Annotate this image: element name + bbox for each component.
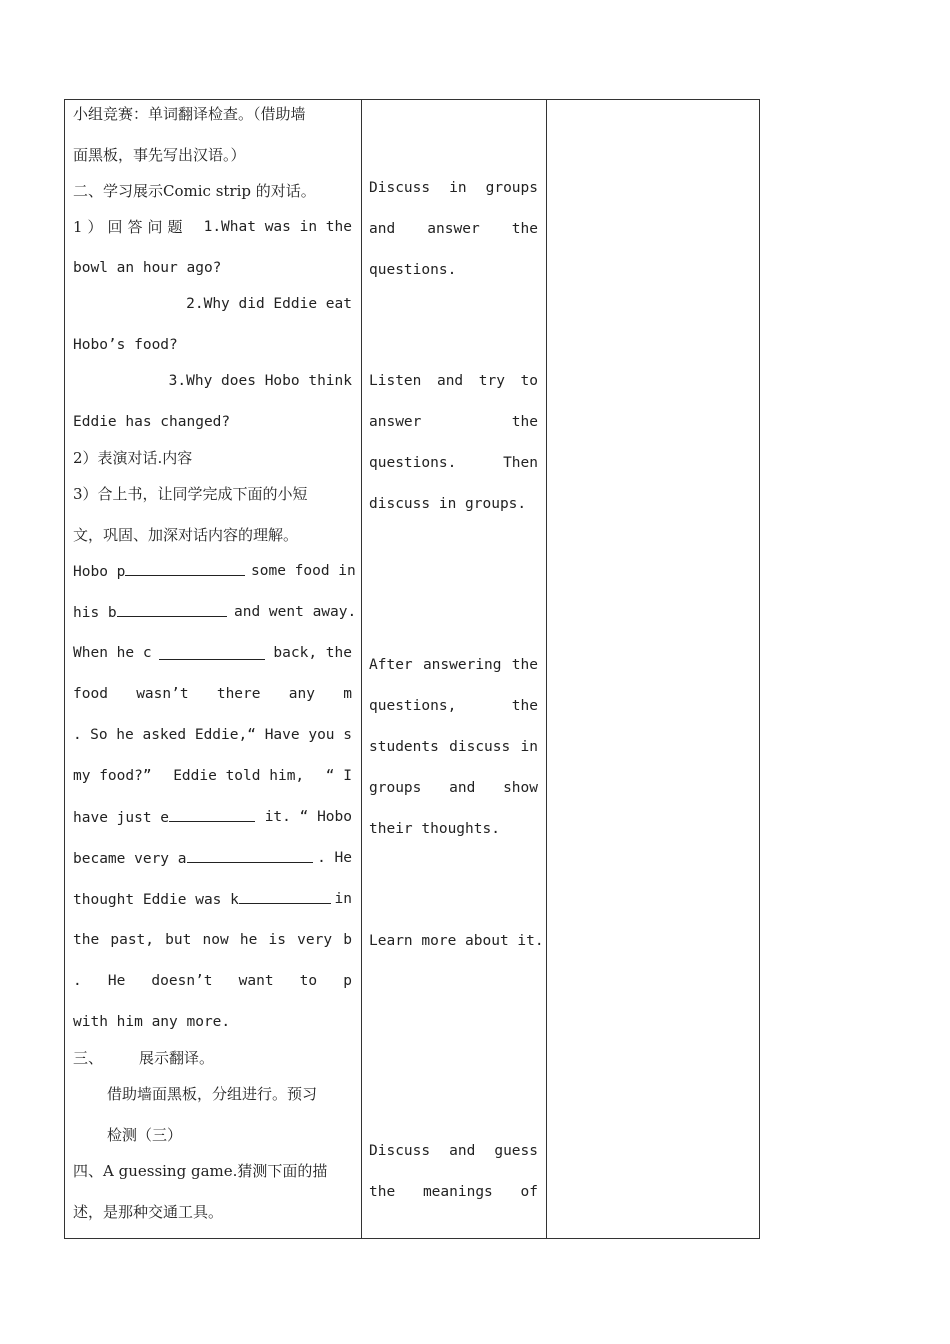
word: Discuss <box>369 180 431 196</box>
text-line <box>73 725 352 745</box>
text: thought Eddie was k <box>73 892 239 908</box>
word: but <box>165 932 192 948</box>
notes-column <box>547 100 759 1238</box>
text-line: 3）合上书，让同学完成下面的小短 <box>73 485 308 503</box>
text: some food in <box>251 563 356 579</box>
text: his b <box>73 605 117 621</box>
word: guess <box>494 1143 538 1159</box>
word: and <box>369 221 396 237</box>
word: Eddie told him, <box>173 768 305 784</box>
word: is <box>268 932 286 948</box>
text-line: 二、学习展示Comic strip 的对话。 <box>73 182 316 200</box>
text: 展示翻译。 <box>139 1049 215 1067</box>
word: in <box>449 180 467 196</box>
word: now <box>202 932 229 948</box>
text: in <box>334 891 352 907</box>
word: there <box>216 686 261 702</box>
text-line <box>369 412 538 432</box>
word: b <box>343 932 352 948</box>
text-line <box>369 371 538 391</box>
word: want <box>238 973 274 989</box>
word: . <box>73 973 82 989</box>
text-line <box>369 1141 538 1161</box>
answer-blank <box>169 807 255 822</box>
word: After <box>369 657 413 673</box>
word: and <box>436 373 464 389</box>
text: . He <box>317 850 352 866</box>
text-line <box>369 453 538 473</box>
text-line: 借助墙面黑板，分组进行。预习 <box>107 1085 318 1103</box>
text-line <box>73 217 352 238</box>
word: . <box>73 727 82 743</box>
word: m <box>343 686 352 702</box>
text-line: Learn more about it. <box>369 933 544 949</box>
text: Hobo p <box>73 564 126 580</box>
text-line: Eddie has changed? <box>73 414 231 430</box>
word: food <box>73 686 108 702</box>
text-line <box>369 178 538 198</box>
word: the <box>511 414 538 430</box>
word: try <box>478 373 505 389</box>
word: Listen <box>369 373 422 389</box>
text-line <box>369 696 538 716</box>
word: answer <box>427 221 480 237</box>
word: answer <box>369 414 422 430</box>
answer-blank <box>239 889 331 904</box>
word: questions, <box>369 698 457 714</box>
answer-blank <box>159 645 265 660</box>
text-line: 文，巩固、加深对话内容的理解。 <box>73 526 299 544</box>
text-line: bowl an hour ago? <box>73 260 222 276</box>
text-line <box>369 1182 538 1202</box>
text-line: 3.Why does Hobo think <box>168 373 352 389</box>
word: doesn’t <box>151 973 213 989</box>
word: in <box>520 739 538 755</box>
text-line <box>73 684 352 704</box>
answer-blank <box>125 561 245 576</box>
word: Then <box>503 455 538 471</box>
word: groups <box>485 180 538 196</box>
text-line: 四、A guessing game.猜测下面的描 <box>73 1162 328 1180</box>
text-line: 2）表演对话.内容 <box>73 449 193 467</box>
text-line: questions. <box>369 262 457 278</box>
text-line <box>369 219 538 239</box>
text-line: 小组竞赛：单词翻译检查。（借助墙 <box>73 105 306 123</box>
text: and went away. <box>234 604 357 620</box>
fill-blank-line <box>73 807 352 828</box>
text-line: 述，是那种交通工具。 <box>73 1203 224 1221</box>
word: and <box>449 780 476 796</box>
fill-blank-line <box>73 561 356 582</box>
word: to <box>520 373 538 389</box>
word: meanings <box>422 1184 493 1200</box>
text: 1）回答问题 <box>73 218 188 236</box>
word: discuss <box>449 739 511 755</box>
text-line <box>369 655 538 675</box>
text-line <box>369 737 538 757</box>
word: the <box>73 932 100 948</box>
word: wasn’t <box>136 686 189 702</box>
word: So he asked Eddie,“ Have you s <box>90 727 352 743</box>
word: the <box>511 657 538 673</box>
word: show <box>503 780 538 796</box>
text-line <box>369 778 538 798</box>
text-line <box>73 930 352 950</box>
word: any <box>288 686 315 702</box>
text-line <box>73 1048 214 1068</box>
word: students <box>369 739 439 755</box>
word: past, <box>110 932 155 948</box>
text-line <box>73 971 352 991</box>
answer-blank <box>117 602 227 617</box>
lesson-table <box>64 99 760 1239</box>
text-line: their thoughts. <box>369 821 500 837</box>
text-line: 面黑板，事先写出汉语。） <box>73 146 246 164</box>
word: the <box>511 221 538 237</box>
word: He <box>107 973 126 989</box>
column-divider <box>361 100 362 1238</box>
text-line: discuss in groups. <box>369 496 527 512</box>
text-line: Hobo’s food? <box>73 337 178 353</box>
word: very <box>297 932 333 948</box>
word: of <box>520 1184 538 1200</box>
text: became very a <box>73 851 187 867</box>
text: have just e <box>73 810 170 826</box>
fill-blank-line <box>73 643 352 663</box>
word: the <box>511 698 538 714</box>
word: my food?” <box>73 768 152 784</box>
fill-blank-line <box>73 848 352 869</box>
word: questions. <box>369 455 457 471</box>
text: 三、 <box>73 1049 104 1067</box>
text: 1.What was in the <box>203 219 352 235</box>
word: Discuss <box>369 1143 431 1159</box>
text-line: 2.Why did Eddie eat <box>186 296 352 312</box>
word: “ I <box>325 768 352 784</box>
word: the <box>369 1184 396 1200</box>
word: to <box>299 973 318 989</box>
text-line <box>73 766 352 786</box>
word: groups <box>369 780 422 796</box>
word: and <box>449 1143 476 1159</box>
text-line: with him any more. <box>73 1014 231 1030</box>
answer-blank <box>187 848 313 863</box>
word: p <box>343 973 352 989</box>
text-line: 检测（三） <box>107 1126 183 1144</box>
fill-blank-line <box>73 602 357 623</box>
text: When he c <box>73 645 152 661</box>
word: answering <box>422 657 502 673</box>
text: it. “ Hobo <box>264 809 352 825</box>
text: back, the <box>273 645 352 661</box>
fill-blank-line <box>73 889 352 910</box>
word: he <box>239 932 258 948</box>
